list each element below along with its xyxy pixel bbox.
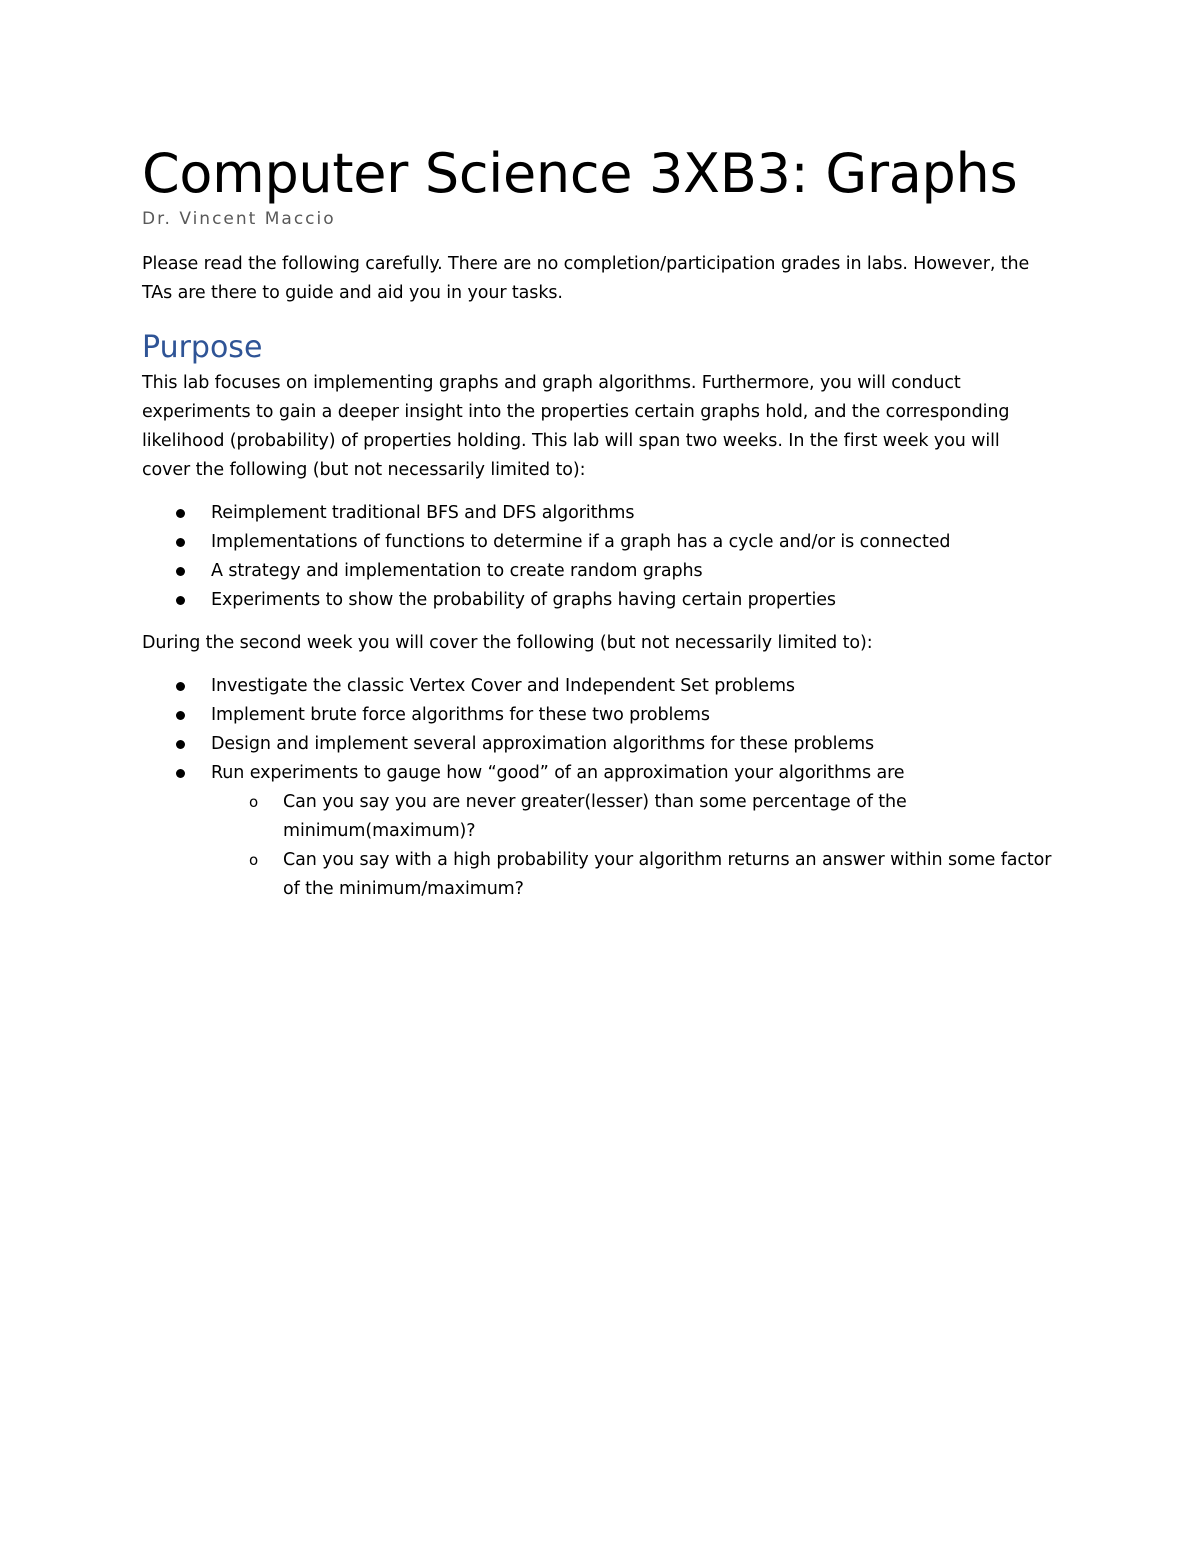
list-item-text: Design and implement several approximation algorithms for these problems [211, 734, 875, 754]
list-item [142, 701, 1062, 730]
list-item-text: Reimplement traditional BFS and DFS algorithms [211, 503, 635, 523]
nested-list-item [211, 846, 1062, 904]
purpose-heading: Purpose [142, 330, 263, 365]
list-item-text: Implement brute force algorithms for these two problems [211, 705, 710, 725]
list-item [142, 557, 1062, 586]
intro-paragraph: Please read the following carefully. There are no completion/participation grades in labs. However, the TAs are there to guide and aid you in your tasks. [142, 254, 1030, 303]
bullet-icon [176, 769, 185, 778]
list-item [142, 586, 1062, 615]
bullet-icon [176, 567, 185, 576]
nested-list [211, 788, 1062, 904]
list-item [142, 730, 1062, 759]
document-title: Computer Science 3XB3: Graphs [142, 142, 1018, 205]
list-item-text: Implementations of functions to determine if a graph has a cycle and/or is connected [211, 532, 951, 552]
bullet-icon [176, 509, 185, 518]
list-item [142, 499, 1062, 528]
bullet-icon [176, 711, 185, 720]
document-author: Dr. Vincent Maccio [142, 209, 336, 229]
purpose-paragraph: This lab focuses on implementing graphs and graph algorithms. Furthermore, you will conduct experiments to gain a deeper insight into the properties certain graphs hold, and the corresponding likelihood (probability) of properties holding. This lab will span two weeks. In the first week you will cover the following (but not necessarily limited to): [142, 373, 1010, 480]
list-item [142, 672, 1062, 701]
bullet-icon [176, 538, 185, 547]
list-item [142, 528, 1062, 557]
week2-intro-paragraph: During the second week you will cover the following (but not necessarily limited to): [142, 633, 873, 653]
week1-list [142, 499, 1062, 615]
list-item-text: Experiments to show the probability of graphs having certain properties [211, 590, 836, 610]
nested-list-item-text: Can you say with a high probability your algorithm returns an answer within some factor of the minimum/maximum? [283, 850, 1052, 899]
nested-list-item-text: Can you say you are never greater(lesser) than some percentage of the minimum(maximum)? [283, 792, 907, 841]
list-item-text: Run experiments to gauge how “good” of an approximation your algorithms are [211, 763, 905, 783]
bullet-icon [176, 740, 185, 749]
list-item-text: Investigate the classic Vertex Cover and Independent Set problems [211, 676, 795, 696]
bullet-icon [176, 682, 185, 691]
hollow-bullet-icon: o [249, 793, 259, 811]
bullet-icon [176, 596, 185, 605]
list-item [142, 759, 1062, 904]
nested-list-item [211, 788, 1062, 846]
list-item-text: A strategy and implementation to create random graphs [211, 561, 703, 581]
week2-list [142, 672, 1062, 904]
hollow-bullet-icon: o [249, 851, 259, 869]
